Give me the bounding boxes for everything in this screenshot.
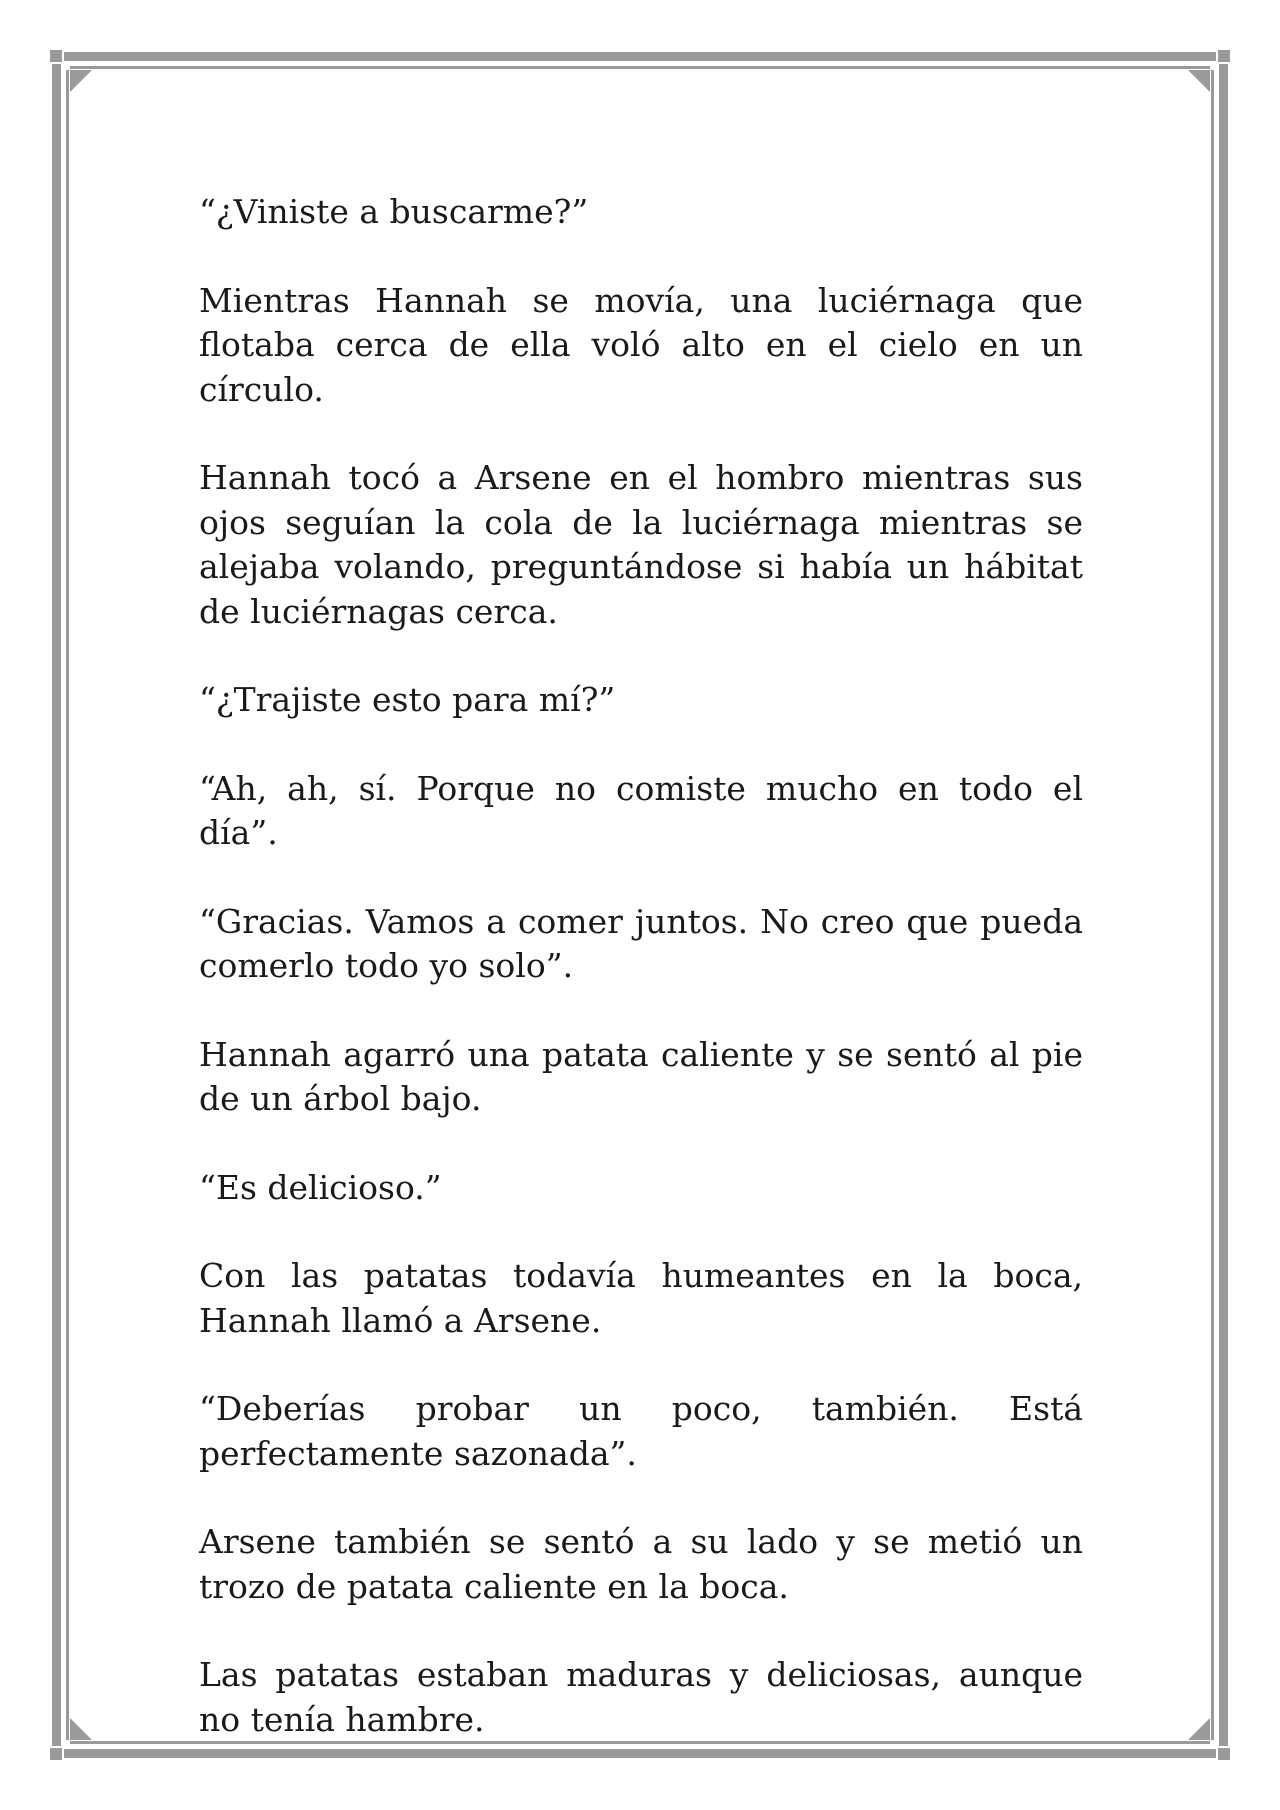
paragraph-1: “¿Viniste a buscarme?” <box>199 192 589 231</box>
paragraph-11: Arsene también se sentó a su lado y se metió un trozo de patata caliente en la boca. <box>199 1522 1083 1606</box>
paragraph-2: Mientras Hannah se movía, una luciérnaga que flotaba cerca de ella voló alto en el cielo en un círculo. <box>199 280 1083 409</box>
paragraph-4: “¿Trajiste esto para mí?” <box>199 680 616 719</box>
paragraph-3: Hannah tocó a Arsene en el hombro mientras sus ojos seguían la cola de la luciérnaga mientras se alejaba volando, preguntándose si había un hábitat de luciérnagas cerca. <box>199 458 1083 631</box>
paragraph-12: Las patatas estaban maduras y deliciosas, aunque no tenía hambre. <box>199 1655 1083 1739</box>
paragraph-10: “Deberías probar un poco, también. Está perfectamente sazonada”. <box>199 1389 1083 1473</box>
body-text <box>199 190 1083 1786</box>
paragraph-8: “Es delicioso.” <box>199 1167 442 1207</box>
paragraph-9: Con las patatas todavía humeantes en la boca, Hannah llamó a Arsene. <box>199 1256 1083 1340</box>
paragraph-6: “Gracias. Vamos a comer juntos. No creo que pueda comerlo todo yo solo”. <box>199 901 1083 985</box>
paragraph-5: “Ah, ah, sí. Porque no comiste mucho en todo el día”. <box>199 768 1083 852</box>
paragraph-7: Hannah agarró una patata caliente y se sentó al pie de un árbol bajo. <box>199 1034 1083 1118</box>
